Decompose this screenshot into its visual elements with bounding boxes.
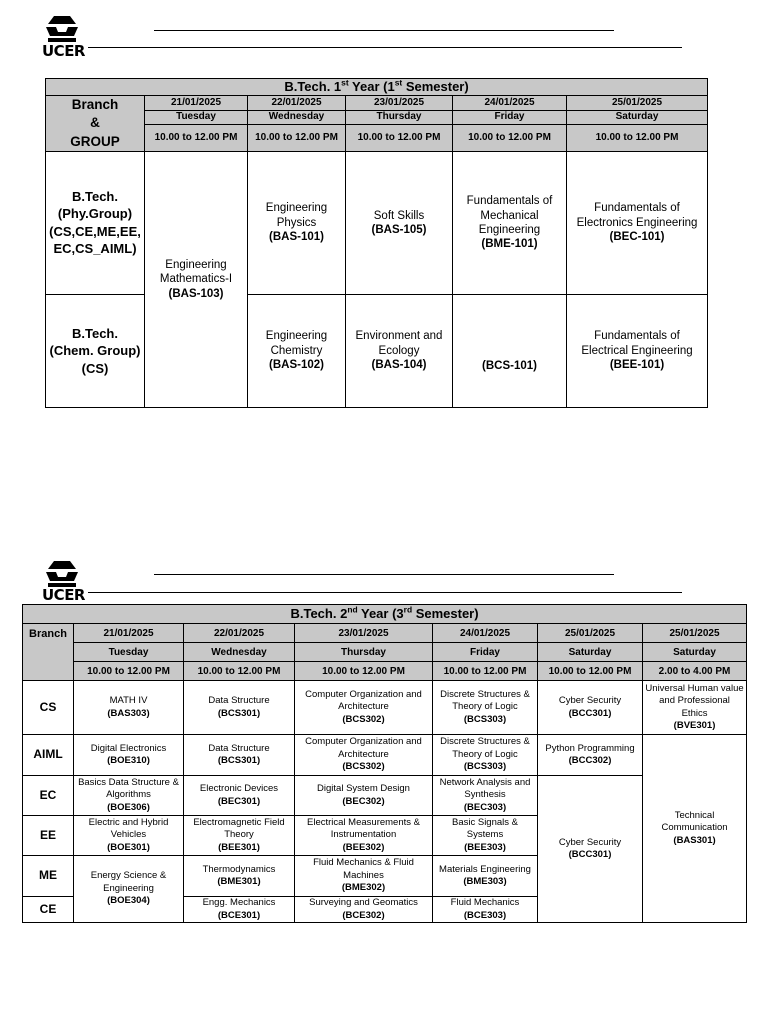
table1-title: B.Tech. 1st Year (1st Semester) xyxy=(46,79,708,96)
day-cell: Wednesday xyxy=(248,110,346,124)
exam-cell: Electromagnetic Field Theory (BEE301) xyxy=(184,816,295,856)
exam-cell: Basics Data Structure & Algorithms (BOE306) xyxy=(74,776,184,816)
date-cell: 25/01/2025 xyxy=(643,624,747,643)
exam-cell: Universal Human value and Professional Ethics (BVE301) xyxy=(643,681,747,735)
day-cell: Saturday xyxy=(538,643,643,662)
exam-cell: Electronic Devices (BEC301) xyxy=(184,776,295,816)
day-cell: Tuesday xyxy=(74,643,184,662)
ucer-emblem-icon xyxy=(42,14,82,44)
chem-group-label: B.Tech. (Chem. Group) (CS) xyxy=(46,294,145,407)
day-cell: Friday xyxy=(433,643,538,662)
day-cell: Saturday xyxy=(643,643,747,662)
exam-cell: Fluid Mechanics & Fluid Machines (BME302) xyxy=(295,856,433,897)
first-year-timetable xyxy=(45,78,708,408)
time-cell: 10.00 to 12.00 PM xyxy=(567,125,708,152)
exam-cell: Discrete Structures & Theory of Logic (BCS303) xyxy=(433,735,538,776)
date-cell: 22/01/2025 xyxy=(248,96,346,110)
time-cell: 10.00 to 12.00 PM xyxy=(248,125,346,152)
branch-aiml: AIML xyxy=(23,735,74,776)
branch-ce: CE xyxy=(23,897,74,923)
exam-cell: Computer Organization and Architecture (BCS302) xyxy=(295,735,433,776)
exam-cell: Network Analysis and Synthesis (BEC303) xyxy=(433,776,538,816)
exam-cell: Materials Engineering (BME303) xyxy=(433,856,538,897)
ucer-emblem-icon xyxy=(42,559,82,589)
exam-cell-energy-science: Energy Science & Engineering (BOE304) xyxy=(74,856,184,923)
logo-text-2: UCER xyxy=(42,586,85,604)
ucer-logo xyxy=(42,14,82,44)
time-cell: 10.00 to 12.00 PM xyxy=(74,662,184,681)
exam-cell: MATH IV (BAS303) xyxy=(74,681,184,735)
exam-cell-cyber-shared: Cyber Security (BCC301) xyxy=(538,776,643,923)
header-line-bottom xyxy=(88,47,682,48)
exam-cell: Electrical Measurements & Instrumentation (BEE302) xyxy=(295,816,433,856)
date-cell: 25/01/2025 xyxy=(538,624,643,643)
branch-ee: EE xyxy=(23,816,74,856)
date-cell: 24/01/2025 xyxy=(433,624,538,643)
branch-cs: CS xyxy=(23,681,74,735)
exam-cell: Engineering Chemistry (BAS-102) xyxy=(248,294,346,407)
date-cell: 21/01/2025 xyxy=(145,96,248,110)
exam-cell: Discrete Structures & Theory of Logic (BCS303) xyxy=(433,681,538,735)
date-cell: 21/01/2025 xyxy=(74,624,184,643)
day-cell: Friday xyxy=(453,110,567,124)
exam-cell-common: Engineering Mathematics-I (BAS-103) xyxy=(145,151,248,407)
table2-title: B.Tech. 2nd Year (3rd Semester) xyxy=(23,605,747,624)
exam-cell: Surveying and Geomatics (BCE302) xyxy=(295,897,433,923)
time-cell: 10.00 to 12.00 PM xyxy=(453,125,567,152)
logo-text: UCER xyxy=(42,42,85,60)
exam-cell: Environment and Ecology (BAS-104) xyxy=(346,294,453,407)
date-cell: 23/01/2025 xyxy=(346,96,453,110)
time-cell: 10.00 to 12.00 PM xyxy=(184,662,295,681)
branch-group-header: Branch & GROUP xyxy=(46,96,145,152)
exam-cell: Computer Organization and Architecture (BCS302) xyxy=(295,681,433,735)
date-cell: 22/01/2025 xyxy=(184,624,295,643)
exam-cell: Digital Electronics (BOE310) xyxy=(74,735,184,776)
day-cell: Thursday xyxy=(346,110,453,124)
date-cell: 24/01/2025 xyxy=(453,96,567,110)
time-cell: 10.00 to 12.00 PM xyxy=(538,662,643,681)
date-cell: 23/01/2025 xyxy=(295,624,433,643)
branch-me: ME xyxy=(23,856,74,897)
branch-ec: EC xyxy=(23,776,74,816)
exam-cell: Fundamentals of Mechanical Engineering (BME-101) xyxy=(453,151,567,294)
day-cell: Thursday xyxy=(295,643,433,662)
exam-cell: Soft Skills (BAS-105) xyxy=(346,151,453,294)
exam-cell: Fluid Mechanics (BCE303) xyxy=(433,897,538,923)
exam-cell: Engg. Mechanics (BCE301) xyxy=(184,897,295,923)
ucer-logo-2 xyxy=(42,559,82,589)
exam-cell: (BCS-101) xyxy=(453,294,567,407)
header-line-top xyxy=(154,30,614,31)
time-cell: 2.00 to 4.00 PM xyxy=(643,662,747,681)
exam-cell: Digital System Design (BEC302) xyxy=(295,776,433,816)
exam-cell-tech-comm: Technical Communication (BAS301) xyxy=(643,735,747,923)
branch-header: Branch xyxy=(23,624,74,681)
exam-cell: Python Programming (BCC302) xyxy=(538,735,643,776)
day-cell: Wednesday xyxy=(184,643,295,662)
header2-line-top xyxy=(154,574,614,575)
time-cell: 10.00 to 12.00 PM xyxy=(346,125,453,152)
exam-cell: Thermodynamics (BME301) xyxy=(184,856,295,897)
time-cell: 10.00 to 12.00 PM xyxy=(295,662,433,681)
day-cell: Saturday xyxy=(567,110,708,124)
time-cell: 10.00 to 12.00 PM xyxy=(433,662,538,681)
exam-cell: Data Structure (BCS301) xyxy=(184,681,295,735)
second-year-timetable xyxy=(22,604,747,923)
day-cell: Tuesday xyxy=(145,110,248,124)
header2-line-bottom xyxy=(88,592,682,593)
exam-cell: Basic Signals & Systems (BEE303) xyxy=(433,816,538,856)
exam-cell: Fundamentals of Electrical Engineering (BEE-101) xyxy=(567,294,708,407)
exam-cell: Fundamentals of Electronics Engineering (BEC-101) xyxy=(567,151,708,294)
exam-cell: Electric and Hybrid Vehicles (BOE301) xyxy=(74,816,184,856)
date-cell: 25/01/2025 xyxy=(567,96,708,110)
exam-cell: Cyber Security (BCC301) xyxy=(538,681,643,735)
exam-cell: Data Structure (BCS301) xyxy=(184,735,295,776)
exam-cell: Engineering Physics (BAS-101) xyxy=(248,151,346,294)
time-cell: 10.00 to 12.00 PM xyxy=(145,125,248,152)
phy-group-label: B.Tech. (Phy.Group) (CS,CE,ME,EE, EC,CS_AIML) xyxy=(46,151,145,294)
